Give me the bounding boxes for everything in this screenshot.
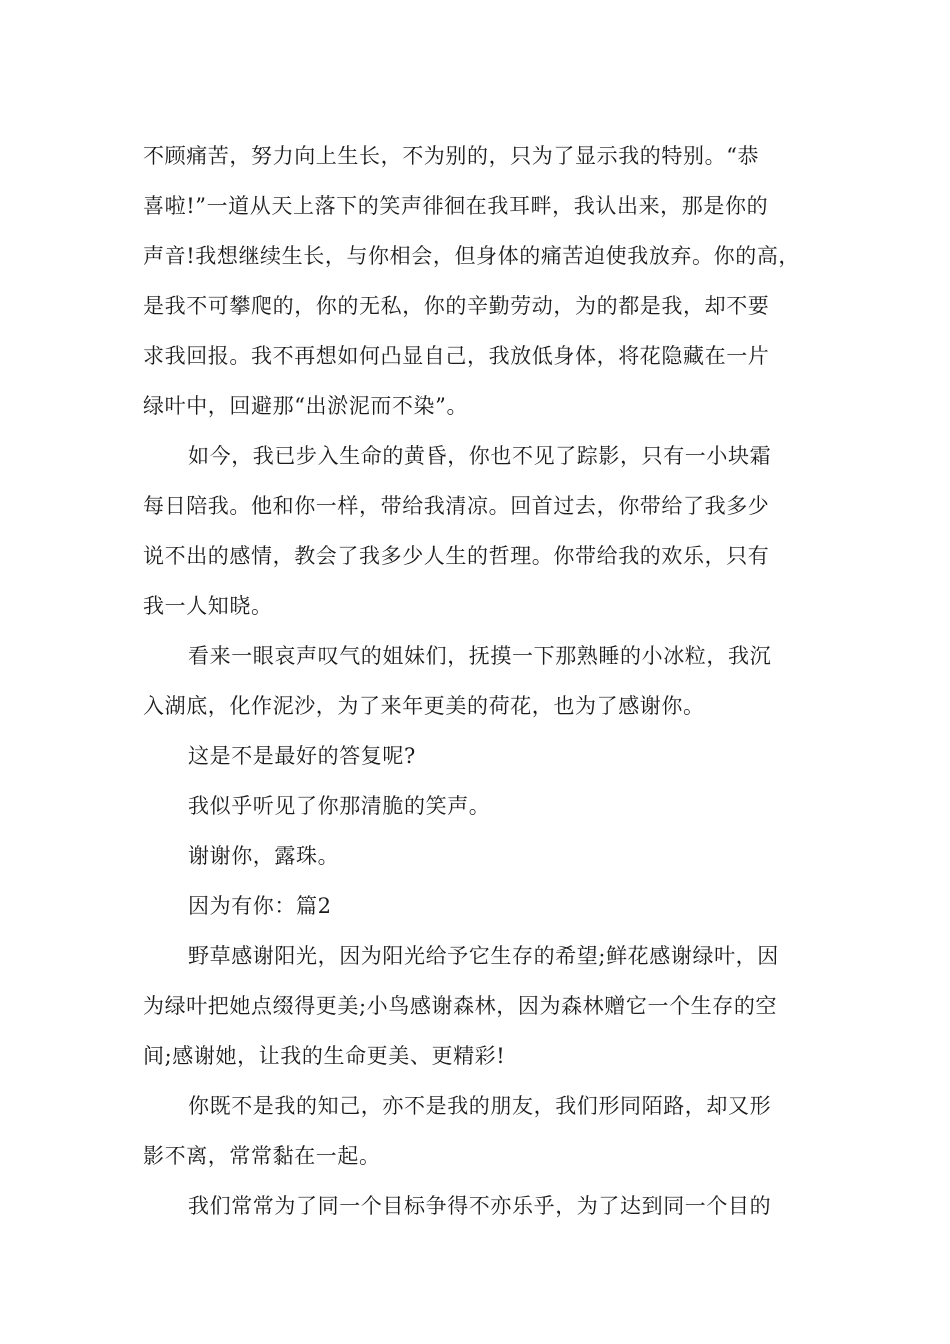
text-line: 野草感谢阳光，因为阳光给予它生存的希望;鲜花感谢绿叶，因 xyxy=(188,944,779,968)
text-line: 间;感谢她，让我的生命更美、更精彩! xyxy=(143,1044,506,1068)
text-line: 绿叶中，回避那“出淤泥而不染”。 xyxy=(143,394,469,418)
text-line: 为绿叶把她点缀得更美;小鸟感谢森林，因为森林赠它一个生存的空 xyxy=(143,994,778,1018)
section-heading: 因为有你：篇2 xyxy=(188,894,332,918)
text-line: 不顾痛苦，努力向上生长，不为别的，只为了显示我的特别。“恭 xyxy=(143,144,760,168)
text-line: 我似乎听见了你那清脆的笑声。 xyxy=(188,794,491,818)
text-line: 入湖底，化作泥沙，为了来年更美的荷花，也为了感谢你。 xyxy=(143,694,705,718)
text-line: 你既不是我的知己，亦不是我的朋友，我们形同陌路，却又形 xyxy=(188,1094,772,1118)
text-line: 我们常常为了同一个目标争得不亦乐乎，为了达到同一个目的 xyxy=(188,1194,772,1218)
text-line: 谢谢你，露珠。 xyxy=(188,844,340,868)
text-line: 每日陪我。他和你一样，带给我清凉。回首过去，你带给了我多少 xyxy=(143,494,770,518)
text-line: 喜啦!”一道从天上落下的笑声徘徊在我耳畔，我认出来，那是你的 xyxy=(143,194,769,218)
text-line: 我一人知晓。 xyxy=(143,594,273,618)
text-line: 声音!我想继续生长，与你相会，但身体的痛苦迫使我放弃。你的高， xyxy=(143,244,801,268)
text-line: 说不出的感情，教会了我多少人生的哲理。你带给我的欢乐，只有 xyxy=(143,544,770,568)
text-line: 是我不可攀爬的，你的无私，你的辛勤劳动，为的都是我，却不要 xyxy=(143,294,770,318)
text-line: 如今，我已步入生命的黄昏，你也不见了踪影，只有一小块霜 xyxy=(188,444,772,468)
text-line: 求我回报。我不再想如何凸显自己，我放低身体，将花隐藏在一片 xyxy=(143,344,770,368)
text-line: 看来一眼哀声叹气的姐妹们，抚摸一下那熟睡的小冰粒，我沉 xyxy=(188,644,772,668)
text-line: 影不离，常常黏在一起。 xyxy=(143,1144,381,1168)
text-line: 这是不是最好的答复呢? xyxy=(188,744,416,768)
